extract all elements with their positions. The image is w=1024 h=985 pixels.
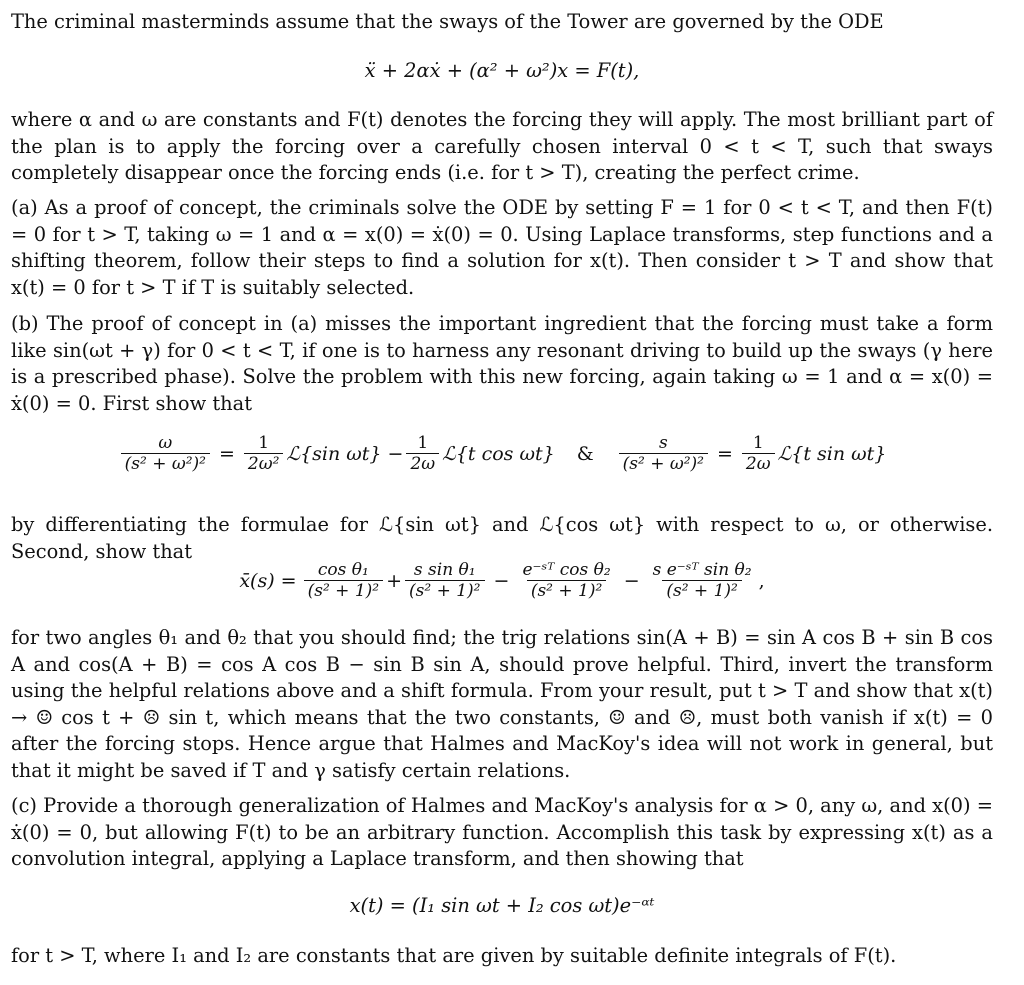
minus-sign: − — [623, 570, 640, 592]
minus-sign: − — [493, 570, 510, 592]
frac-denominator: (s² + 1)² — [405, 580, 485, 602]
laplace-term: ℒ{t sin ωt} — [777, 443, 887, 465]
frac-denominator: 2ω² — [244, 453, 284, 475]
frac-denominator: (s² + 1)² — [304, 580, 384, 602]
trailing-comma: , — [758, 570, 765, 592]
frac-numerator: s e⁻ˢᵀ sin θ₂ — [652, 560, 752, 580]
equals-sign: = — [716, 443, 733, 465]
frac-numerator: cos θ₁ — [317, 560, 369, 580]
part-b-text: (b) The proof of concept in (a) misses the important ingredient that the forcing must take a form like sin(ωt + γ) for 0 < t < T, if one is to harness any resonant driving to build up the sways (γ here is a prescribed phase). Solve the problem with this new forcing, again taking ω = 1 and α = x(0) = ẋ(0) = 0. First show that — [11, 312, 993, 415]
frac-denominator: (s² + 1)² — [662, 580, 742, 602]
frac-numerator: 1 — [258, 433, 270, 453]
frac-numerator: e⁻ˢᵀ cos θ₂ — [522, 560, 611, 580]
part-a-text: (a) As a proof of concept, the criminals solve the ODE by setting F = 1 for 0 < t < T, and then F(t) = 0 for t > T, taking ω = 1 and α = x(0) = ẋ(0) = 0. Using Laplace transforms, step functions and a shifting theorem, follow their steps to find a solution for x(t). Then consider t > T and show that x(t) = 0 for t > T if T is suitably selected. — [11, 196, 993, 299]
equals-sign: = — [218, 443, 235, 465]
ode-equation: ẍ + 2αẋ + (α² + ω²)x = F(t), — [364, 59, 640, 82]
laplace-identities-equation — [11, 433, 993, 475]
frac-denominator: 2ω — [742, 453, 775, 475]
frac-denominator: (s² + ω²)² — [121, 453, 210, 475]
solution-equation: x(t) = (I₁ sin ωt + I₂ cos ωt)e⁻ᵅᵗ — [349, 894, 655, 917]
frac-numerator: s sin θ₁ — [413, 560, 476, 580]
intro-text: The criminal masterminds assume that the sways of the Tower are governed by the ODE — [11, 10, 884, 33]
outro-text: for t > T, where I₁ and I₂ are constants that are given by suitable definite integrals of F(t). — [11, 944, 897, 967]
plus-sign: + — [386, 570, 403, 592]
laplace-term: ℒ{t cos ωt} — [442, 443, 555, 465]
frac-denominator: 2ω — [406, 453, 439, 475]
frac-numerator: 1 — [752, 433, 764, 453]
equation-lhs: x̄(s) = — [239, 570, 297, 592]
laplace-term: ℒ{sin ωt} − — [286, 443, 404, 465]
frac-numerator: s — [658, 433, 668, 453]
part-c-text: (c) Provide a thorough generalization of Halmes and MacKoy's analysis for α > 0, any ω, and x(0) = ẋ(0) = 0, but allowing F(t) to be an arbitrary function. Accomplish this task by expressing x(t) as a convolution integral, applying a Laplace transform, and then showing that — [11, 794, 993, 870]
part-b-final-text: for two angles θ₁ and θ₂ that you should find; the trig relations sin(A + B) = sin A cos B + sin B cos A and cos(A + B) = cos A cos B − sin B sin A, should prove helpful. Third, invert the transform using the helpful relations above and a shift formula. From your result, put t > T and show that x(t) → ☺ cos t + ☹ sin t, which means that the two constants, ☺ and ☹, must both vanish if x(t) = 0 after the forcing stops. Hence argue that Halmes and MacKoy's idea will not work in general, but that it might be saved if T and γ satisfy certain relations. — [11, 626, 993, 782]
frac-denominator: (s² + ω²)² — [619, 453, 708, 475]
intro-paragraph: where α and ω are constants and F(t) denotes the forcing they will apply. The most brilliant part of the plan is to apply the forcing over a carefully chosen interval 0 < t < T, such that sways completely disappear once the forcing ends (i.e. for t > T), creating the perfect crime. — [11, 108, 993, 184]
transform-expression-equation — [11, 560, 993, 602]
frac-numerator: ω — [158, 433, 173, 453]
part-b-continued-text: by differentiating the formulae for ℒ{sin ωt} and ℒ{cos ωt} with respect to ω, or otherwise. Second, show that — [11, 513, 993, 563]
frac-numerator: 1 — [417, 433, 429, 453]
frac-denominator: (s² + 1)² — [527, 580, 607, 602]
ampersand: & — [576, 443, 594, 465]
